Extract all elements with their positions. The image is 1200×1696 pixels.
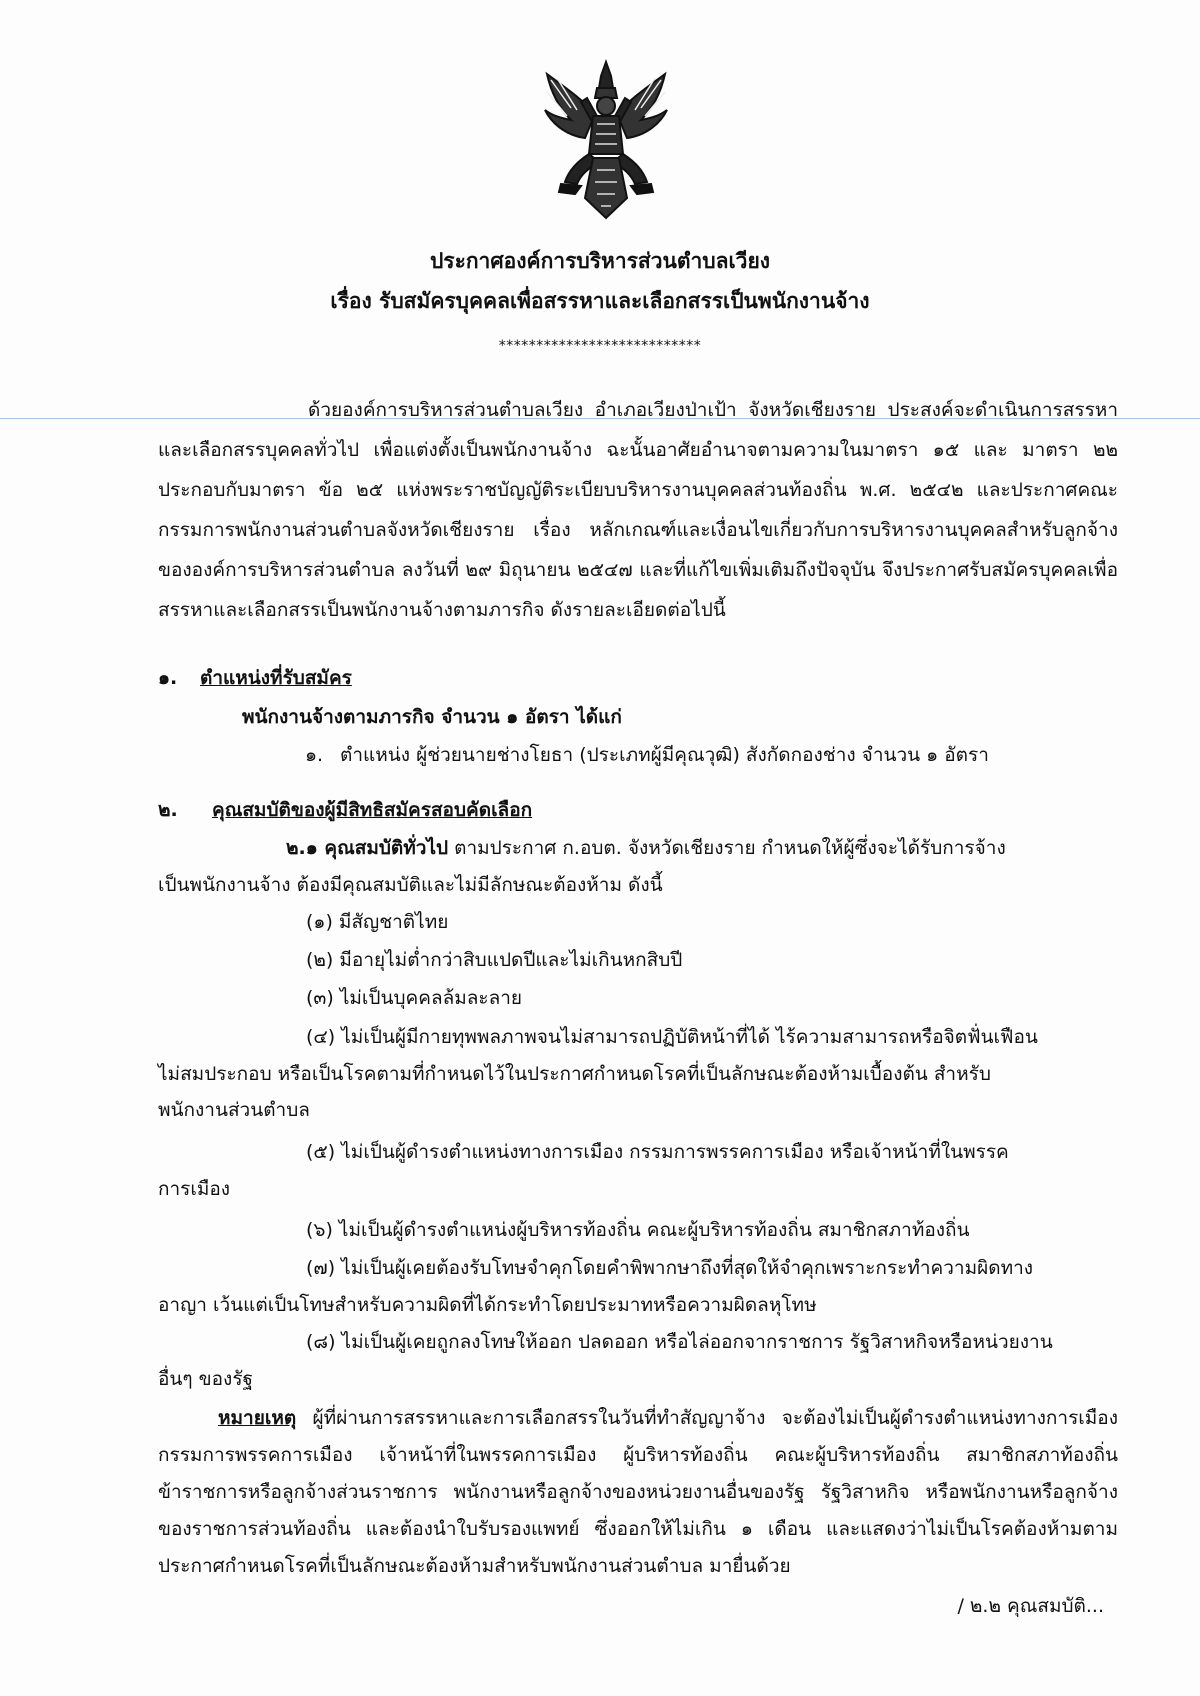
qualification-item-cont: ไม่สมประกอบ หรือเป็นโรคตามที่กำหนดไว้ในประกาศกำหนดโรคที่เป็นลักษณะต้องห้ามเบื้องต้น สำหรับ <box>158 1063 991 1085</box>
next-page-reference: / ๒.๒ คุณสมบัติ... <box>957 1595 1104 1617</box>
qualification-item: (๖) ไม่เป็นผู้ดำรงตำแหน่งผู้บริหารท้องถิ่น คณะผู้บริหารท้องถิ่น สมาชิกสภาท้องถิ่น <box>306 1219 970 1241</box>
section2-number: ๒. <box>158 799 178 821</box>
qualification-item: (๓) ไม่เป็นบุคคลล้มละลาย <box>306 987 523 1009</box>
qualification-item-cont: อาญา เว้นแต่เป็นโทษสำหรับความผิดที่ได้กระทำโดยประมาทหรือความผิดลหุโทษ <box>158 1294 817 1316</box>
section1-subheading: พนักงานจ้างตามภารกิจ จำนวน ๑ อัตรา ได้แก่ <box>242 706 622 728</box>
qualification-item: (๑) มีสัญชาติไทย <box>306 911 449 933</box>
qualification-item: (๕) ไม่เป็นผู้ดำรงตำแหน่งทางการเมือง กรรมการพรรคการเมือง หรือเจ้าหน้าที่ในพรรค <box>306 1141 1009 1163</box>
section1-number: ๑. <box>158 667 178 689</box>
section1-item-number: ๑. <box>305 744 324 766</box>
remark-paragraph <box>158 1400 1118 1585</box>
qualification-item: (๗) ไม่เป็นผู้เคยต้องรับโทษจำคุกโดยคำพิพากษาถึงที่สุดให้จำคุกเพราะกระทำความผิดทาง <box>306 1257 1034 1279</box>
section2-sub-text-cont: เป็นพนักงานจ้าง ต้องมีคุณสมบัติและไม่มีลักษณะต้องห้าม ดังนี้ <box>158 874 663 896</box>
qualification-item: (๔) ไม่เป็นผู้มีกายทุพพลภาพจนไม่สามารถปฏิบัติหน้าที่ได้ ไร้ความสามารถหรือจิตฟั่นเฟือน <box>306 1026 1038 1048</box>
section1-heading: ตำแหน่งที่รับสมัคร <box>200 667 352 689</box>
section2-heading: คุณสมบัติของผู้มีสิทธิสมัครสอบคัดเลือก <box>212 799 533 821</box>
section2-sub-heading: ๒.๑ คุณสมบัติทั่วไป <box>286 837 449 859</box>
qualification-item: (๒) มีอายุไม่ต่ำกว่าสิบแปดปีและไม่เกินหกสิบปี <box>306 949 683 971</box>
remark-text: ผู้ที่ผ่านการสรรหาและการเลือกสรรในวันที่ทำสัญญาจ้าง จะต้องไม่เป็นผู้ดำรงตำแหน่งทางการเมือง กรรมการพรรคการเมือง เจ้าหน้าที่ในพรรคการเมือง ผู้บริหารท้องถิ่น คณะผู้บริหารท้องถิ่น สมาชิกสภาท้องถิ่น ข้าราชการหรือลูกจ้างส่วนราชการ พนักงานหรือลูกจ้างของหน่วยงานอื่นของรัฐ รัฐวิสาหกิจ หรือพนักงานหรือลูกจ้างของราชการส่วนท้องถิ่น และต้องนำใบรับรองแพทย์ ซึ่งออกให้ไม่เกิน ๑ เดือน และแสดงว่าไม่เป็นโรคต้องห้ามตามประกาศกำหนดโรคที่เป็นลักษณะต้องห้ามสำหรับพนักงานส่วนตำบล มายื่นด้วย <box>158 1407 1118 1577</box>
intro-paragraph <box>158 390 1118 630</box>
garuda-emblem-icon <box>541 58 671 226</box>
section1-item-text: ตำแหน่ง ผู้ช่วยนายช่างโยธา (ประเภทผู้มีคุณวุฒิ) สังกัดกองช่าง จำนวน ๑ อัตรา <box>340 744 989 766</box>
remark-label: หมายเหตุ <box>218 1407 297 1429</box>
intro-text: ด้วยองค์การบริหารส่วนตำบลเวียง อำเภอเวียงป่าเป้า จังหวัดเชียงราย ประสงค์จะดำเนินการสรรหาและเลือกสรรบุคคลทั่วไป เพื่อแต่งตั้งเป็นพนักงานจ้าง ฉะนั้นอาศัยอำนาจตามความในมาตรา ๑๕ และ มาตรา ๒๒ ประกอบกับมาตรา ข้อ ๒๕ แห่งพระราชบัญญัติระเบียบบริหารงานบุคคลส่วนท้องถิ่น พ.ศ. ๒๕๔๒ และประกาศคณะกรรมการพนักงานส่วนตำบลจังหวัดเชียงราย เรื่อง หลักเกณฑ์และเงื่อนไขเกี่ยวกับการบริหารงานบุคคลสำหรับลูกจ้างขององค์การบริหารส่วนตำบล ลงวันที่ ๒๙ มิถุนายน ๒๕๔๗ และที่แก้ไขเพิ่มเติมถึงปัจจุบัน จึงประกาศรับสมัครบุคคลเพื่อสรรหาและเลือกสรรเป็นพนักงานจ้างตามภารกิจ ดังรายละเอียดต่อไปนี้ <box>158 399 1118 621</box>
qualification-item-cont: อื่นๆ ของรัฐ <box>158 1368 254 1390</box>
qualification-item-cont: การเมือง <box>158 1178 231 1200</box>
qualification-item: (๘) ไม่เป็นผู้เคยถูกลงโทษให้ออก ปลดออก หรือไล่ออกจากราชการ รัฐวิสาหกิจหรือหน่วยงาน <box>306 1331 1053 1353</box>
announcement-subject: เรื่อง รับสมัครบุคคลเพื่อสรรหาและเลือกสรรเป็นพนักงานจ้าง <box>330 289 870 313</box>
qualification-item-cont: พนักงานส่วนตำบล <box>158 1099 310 1121</box>
announcement-title: ประกาศองค์การบริหารส่วนตำบลเวียง <box>429 249 771 273</box>
section2-sub-text: ตามประกาศ ก.อบต. จังหวัดเชียงราย กำหนดให้ผู้ซึ่งจะได้รับการจ้าง <box>448 837 1006 859</box>
separator-stars: *************************** <box>498 338 702 354</box>
section2-sub-line <box>286 834 1006 862</box>
